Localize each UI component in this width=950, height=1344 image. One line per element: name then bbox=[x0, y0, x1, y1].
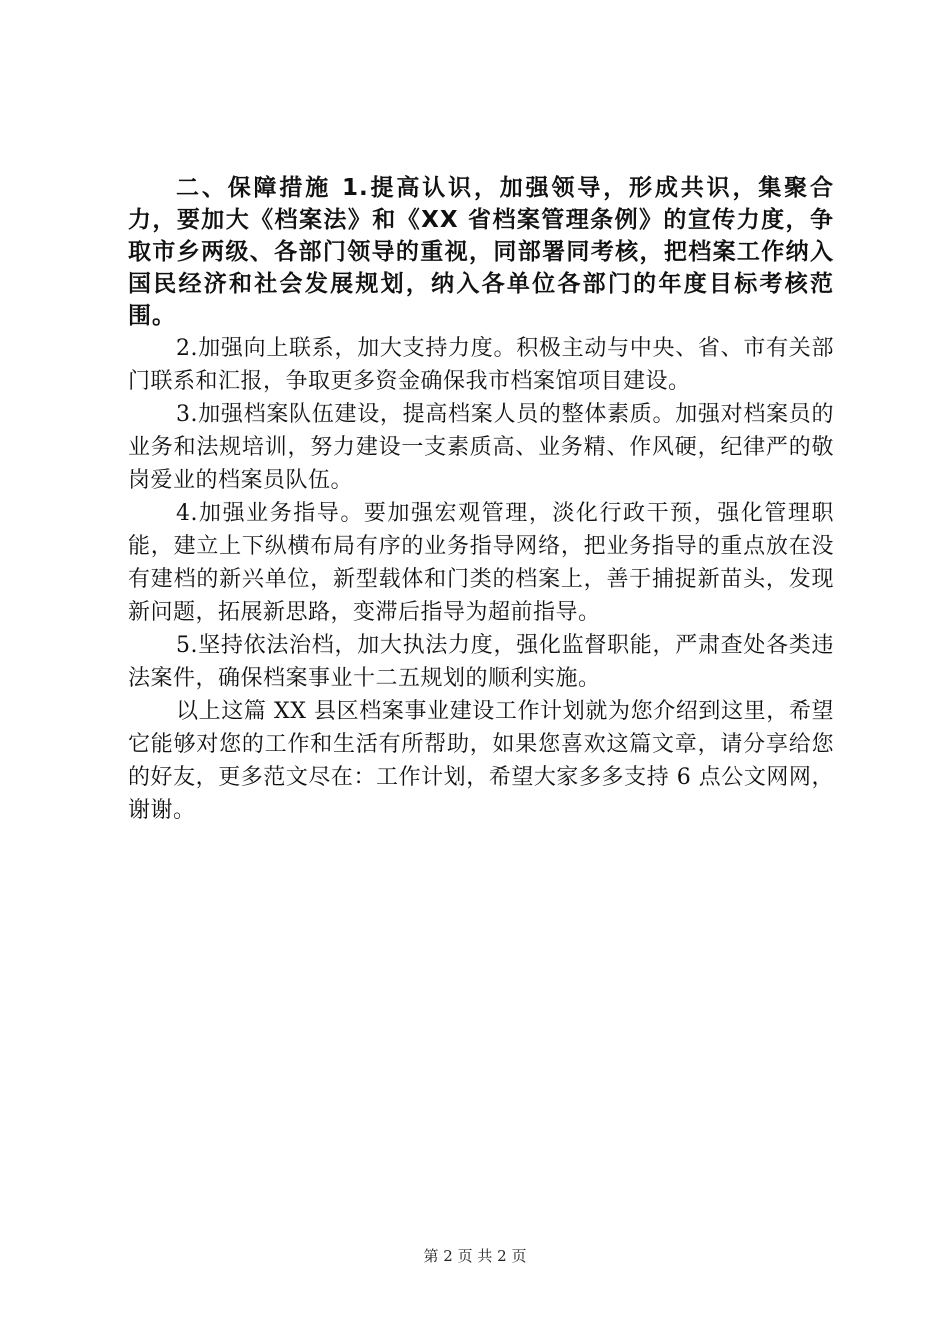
body-paragraph: 3.加强档案队伍建设，提高档案人员的整体素质。加强对档案员的业务和法规培训，努力建设一支素质高、业务精、作风硬，纪律严的敬岗爱业的档案员队伍。 bbox=[128, 402, 834, 493]
body-paragraph: 4.加强业务指导。要加强宏观管理，淡化行政干预，强化管理职能，建立上下纵横布局有序的业务指导网络，把业务指导的重点放在没有建档的新兴单位，新型载体和门类的档案上，善于捕捉新苗头，发现新问题，拓展新思路，变滞后指导为超前指导。 bbox=[128, 501, 834, 625]
document-body bbox=[128, 172, 834, 827]
body-paragraph: 2.加强向上联系，加大支持力度。积极主动与中央、省、市有关部门联系和汇报，争取更多资金确保我市档案馆项目建设。 bbox=[128, 336, 834, 394]
body-paragraph: 5.坚持依法治档，加大执法力度，强化监督职能，严肃查处各类违法案件，确保档案事业十二五规划的顺利实施。 bbox=[128, 633, 834, 691]
closing-paragraph: 以上这篇 XX 县区档案事业建设工作计划就为您介绍到这里，希望它能够对您的工作和生活有所帮助，如果您喜欢这篇文章，请分享给您的好友，更多范文尽在：工作计划，希望大家多多支持 6 点公文网网，谢谢。 bbox=[128, 699, 834, 823]
section-heading-paragraph: 二、保障措施 1.提高认识，加强领导，形成共识，集聚合力，要加大《档案法》和《XX 省档案管理条例》的宣传力度，争取市乡两级、各部门领导的重视，同部署同考核，把档案工作纳入国民经济和社会发展规划，纳入各单位各部门的年度目标考核范围。 bbox=[128, 175, 834, 329]
page-number-footer: 第 2 页 共 2 页 bbox=[423, 1247, 527, 1265]
